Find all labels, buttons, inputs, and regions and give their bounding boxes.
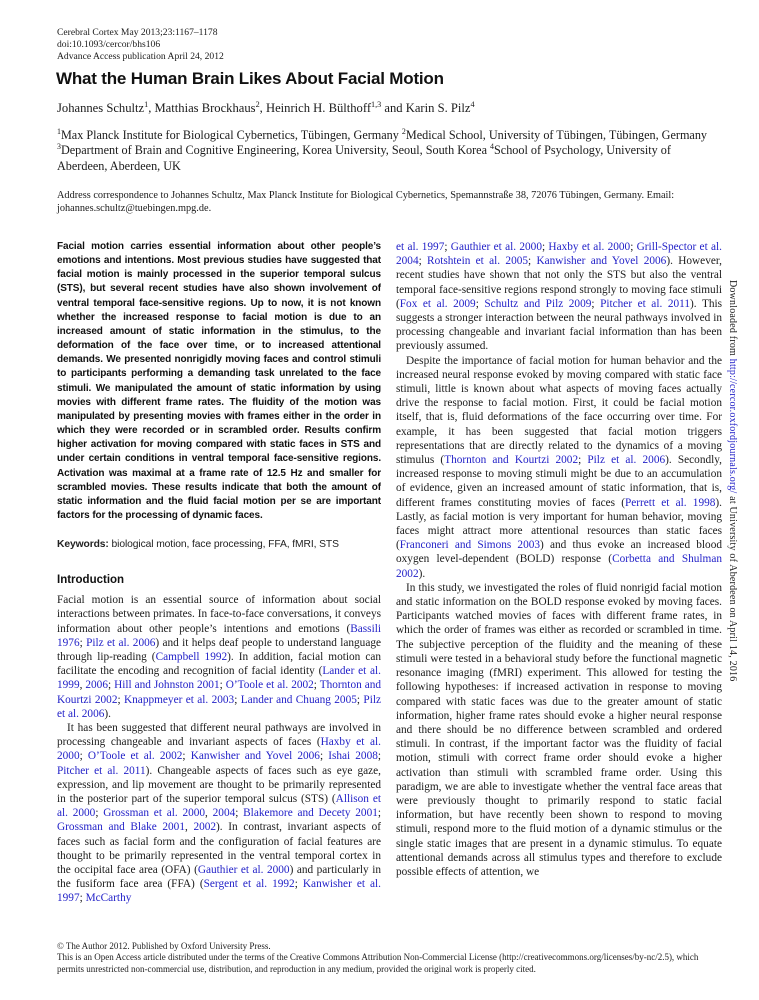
authors-line: Johannes Schultz$^1$, Matthias Brockhaus$^2$, Heinrich H. Bülthoff$^{1,3}$ and Karin S. Pilz$^4$ bbox=[57, 99, 475, 115]
journal-citation-line: Cerebral Cortex May 2013;23:1167–1178 bbox=[57, 27, 218, 38]
citation-link[interactable]: 2006 bbox=[85, 679, 108, 692]
abstract-text: Facial motion carries essential information about other people’s emotions and intentions. Most previous studies have suggested that facial motion is mainly processed in the superior temporal sulcus (STS), but several recent studies have also shown involvement of ventral temporal face-sensitive regions. Up to now, it is not known whether the increased response to facial motion is due to an increased amount of static information in the stimulus, to the deformation of the face over time, or to increased attentional demands. We presented nonrigidly moving faces and control stimuli to participants performing a demanding task unrelated to the face stimuli. We manipulated the amount of static information by using movies with different frame rates. The fluidity of the motion was manipulated by presenting movies with frames either in the order in which they were recorded or in scrambled order. Results confirm higher activation for moving compared with static faces in STS and under certain conditions in ventral temporal face-sensitive regions. Activation was maximal at a frame rate of 12.5 Hz and smaller for scrambled movies. These results indicate that both the amount of static information and the fluid facial motion per se are important factors for the processing of dynamic faces. bbox=[57, 241, 381, 521]
advance-access-line: Advance Access publication April 24, 2012 bbox=[57, 51, 224, 63]
intro-paragraph-3: Despite the importance of facial motion for human behavior and the increased neural response evoked by moving compared with static face stimuli, little is known about what aspects of moving faces actually drive the response to facial motion. First, it could be facial motion itself, that is, fluid deformations of the face occurring over time. For example, it has been suggested that facial motion triggers representations that are directly related to the dynamics of a moving stimulus (Thornton and Kourtzi 2002; Pilz et al. 2006). Secondly, increased response to moving stimuli might be due to an accumulation of evidence, given an increased amount of static information, that is, different frames constituting movies of faces (Perrett et al. 1998). Lastly, as facial motion is very important for human behavior, moving faces might attract more attentional resources than static faces (Franconeri and Simons 2003) and thus evoke an increased blood oxygen level-dependent (BOLD) response (Corbetta and Shulman 2002). bbox=[396, 354, 722, 580]
citation-link[interactable]: O’Toole et al. 2002 bbox=[225, 679, 314, 692]
citation-link[interactable]: Lander and Chuang 2005 bbox=[240, 693, 357, 706]
citation-link[interactable]: Fox et al. 2009 bbox=[399, 297, 476, 310]
download-provenance-notice: Downloaded from http://cercor.oxfordjournals.org/ at University of Aberdeen on April 14, 2016 bbox=[727, 280, 738, 682]
citation-link[interactable]: Thornton and Kourtzi 2002 bbox=[444, 454, 579, 467]
citation-link[interactable]: Gauthier et al. 2000 bbox=[197, 863, 290, 876]
citation-link[interactable]: Grill-Spector et al. 2004 bbox=[396, 241, 722, 268]
citation-link[interactable]: O’Toole et al. 2002 bbox=[87, 750, 183, 763]
intro-paragraph-2-continued: et al. 1997; Gauthier et al. 2000; Haxby et al. 2000; Grill-Spector et al. 2004; Rotshtein et al. 2005; Kanwisher and Yovel 2006). However, recent studies have shown that not only the STS but also the ventral temporal face-sensitive regions respond strongly to moving face stimuli (Fox et al. 2009; Schultz and Pilz 2009; Pitcher et al. 2011). This suggests a stronger interaction between the neural pathways involved in processing changeable and invariant facial information than has been previously assumed. bbox=[396, 241, 722, 353]
right-column bbox=[396, 240, 722, 879]
citation-link[interactable]: Perrett et al. 1998 bbox=[624, 496, 716, 509]
citation-link[interactable]: Hill and Johnston 2001 bbox=[114, 679, 220, 692]
citation-link[interactable]: Grossman et al. 2000 bbox=[103, 807, 206, 820]
citation-link[interactable]: 2002 bbox=[193, 821, 217, 834]
citation-link[interactable]: http://cercor.oxfordjournals.org/ bbox=[727, 358, 738, 494]
citation-link[interactable]: McCarthy bbox=[85, 892, 132, 905]
open-access-license-text: This is an Open Access article distributed under the terms of the Creative Commons Attribution Non-Commercial License (http://creativecommons.org/licenses/by-nc/2.5), which permits unrestricted non-commercial use, distribution, and reproduction in any medium, provided the original work is properly cited. bbox=[57, 952, 699, 974]
doi-line: doi:10.1093/cercor/bhs106 bbox=[57, 39, 161, 51]
citation-link[interactable]: Corbetta and Shulman 2002 bbox=[396, 553, 722, 580]
citation-link[interactable]: Blakemore and Decety 2001 bbox=[243, 807, 378, 820]
citation-link[interactable]: Pilz et al. 2006 bbox=[587, 454, 666, 467]
citation-link[interactable]: Pilz et al. 2006 bbox=[86, 636, 156, 649]
citation-link[interactable]: Kanwisher et al. 1997 bbox=[57, 878, 381, 905]
citation-link[interactable]: Lander et al. 1999 bbox=[57, 665, 381, 692]
citation-link[interactable]: Pitcher et al. 2011 bbox=[600, 297, 691, 310]
left-column bbox=[57, 240, 381, 906]
keywords-line: Keywords: biological motion, face processing, FFA, fMRI, STS bbox=[57, 539, 339, 551]
citation-link[interactable]: Schultz and Pilz 2009 bbox=[484, 297, 592, 310]
page-footer bbox=[57, 941, 727, 975]
intro-paragraph-4: In this study, we investigated the roles of fluid nonrigid facial motion and static information on the BOLD response evoked by moving faces. Participants watched movies of faces with different frame rates, in which the order of frames was either as recorded or scrambled in time. The subjective perception of the fluidity and the meaning of these stimuli were tested in a behavioral study before the functional magnetic resonance imaging (fMRI) experiment. This allowed for testing the following hypotheses: if increased activation in response to moving compared with static faces was due to the greater amount of static information, higher frame rates should evoke a higher neural response and there should be no difference between scrambled and ordered stimuli. In contrast, if the important factor was the fluidity of facial motion, stimuli with correct frame order should evoke a higher activation than stimuli with scrambled frame order. Using this paradigm, we are able to investigate whether the ventral face areas that were previously thought to primarily respond to static facial information, but have recently been shown to respond to moving stimuli, respond more to the fluid motion of a dynamic stimulus or the single static images that are present in a dynamic stimulus. To equate attentional demands across all stimulus types and therefore to exclude possible effects of attention, we bbox=[396, 581, 722, 878]
citation-link[interactable]: Pilz et al. 2006 bbox=[57, 693, 381, 720]
citation-link[interactable]: Bassili 1976 bbox=[57, 622, 381, 649]
citation-link[interactable]: Kanwisher and Yovel 2006 bbox=[536, 255, 667, 268]
citation-link[interactable]: Haxby et al. 2000 bbox=[548, 241, 631, 253]
citation-link[interactable]: Kanwisher and Yovel 2006 bbox=[190, 750, 320, 763]
citation-link[interactable]: Franconeri and Simons 2003 bbox=[399, 539, 541, 552]
introduction-heading: Introduction bbox=[57, 574, 125, 587]
intro-paragraph-2: It has been suggested that different neural pathways are involved in processing changeable and invariant aspects of faces (Haxby et al. 2000; O’Toole et al. 2002; Kanwisher and Yovel 2006; Ishai 2008; Pitcher et al. 2011). Changeable aspects of faces such as eye gaze, expression, and lip movement are thought to be primarily represented in the posterior part of the superior temporal sulcus (STS) (Allison et al. 2000; Grossman et al. 2000, 2004; Blakemore and Decety 2001; Grossman and Blake 2001, 2002). In contrast, invariant aspects of faces such as facial form and the configuration of facial features are thought to be primarily represented in the ventral temporal cortex in the occipital face area (OFA) (Gauthier et al. 2000) and particularly in the fusiform face area (FFA) (Sergent et al. 1992; Kanwisher et al. 1997; McCarthy bbox=[57, 721, 381, 905]
citation-link[interactable]: Rotshtein et al. 2005 bbox=[427, 255, 529, 268]
citation-link[interactable]: et al. 1997 bbox=[396, 241, 445, 253]
citation-link[interactable]: Pitcher et al. 2011 bbox=[57, 764, 146, 777]
citation-link[interactable]: Thornton and Kourtzi 2002 bbox=[57, 679, 381, 706]
intro-paragraph-1: Facial motion is an essential source of information about social interactions between primates. In face-to-face conversations, it conveys information about other people’s intentions and emotions (Bassili 1976; Pilz et al. 2006) and it helps deaf people to understand language through lip-reading (Campbell 1992). In addition, facial motion can facilitate the encoding and recognition of facial identity (Lander et al. 1999, 2006; Hill and Johnston 2001; O’Toole et al. 2002; Thornton and Kourtzi 2002; Knappmeyer et al. 2003; Lander and Chuang 2005; Pilz et al. 2006). bbox=[57, 594, 381, 720]
citation-link[interactable]: Haxby et al. 2000 bbox=[57, 736, 381, 763]
citation-link[interactable]: Gauthier et al. 2000 bbox=[450, 241, 542, 253]
citation-link[interactable]: Campbell 1992 bbox=[155, 650, 228, 663]
copyright-line: © The Author 2012. Published by Oxford University Press. bbox=[57, 941, 271, 951]
correspondence-block: Address correspondence to Johannes Schultz, Max Planck Institute for Biological Cybernetics, Spemannstraße 38, 72076 Tübingen, Germany. Email: johannes.schultz@tuebingen.mpg.de. bbox=[57, 190, 675, 214]
citation-link[interactable]: Knappmeyer et al. 2003 bbox=[124, 693, 235, 706]
affiliations-block: $^1$Max Planck Institute for Biological Cybernetics, Tübingen, Germany $^2$Medical School, University of Tübingen, Tübingen, Germany $^3$Department of Brain and Cognitive Engineering, Korea University, Seoul, South Korea $^4$School of Psychology, University of Aberdeen, Aberdeen, UK bbox=[57, 126, 708, 173]
citation-link[interactable]: 2004 bbox=[212, 807, 236, 820]
citation-link[interactable]: Ishai 2008 bbox=[328, 750, 378, 763]
citation-link[interactable]: Grossman and Blake 2001 bbox=[57, 821, 185, 834]
journal-header bbox=[57, 27, 224, 64]
citation-link[interactable]: Allison et al. 2000 bbox=[57, 792, 381, 820]
citation-link[interactable]: Sergent et al. 1992 bbox=[203, 878, 295, 891]
article-title: What the Human Brain Likes About Facial Motion bbox=[56, 69, 444, 88]
